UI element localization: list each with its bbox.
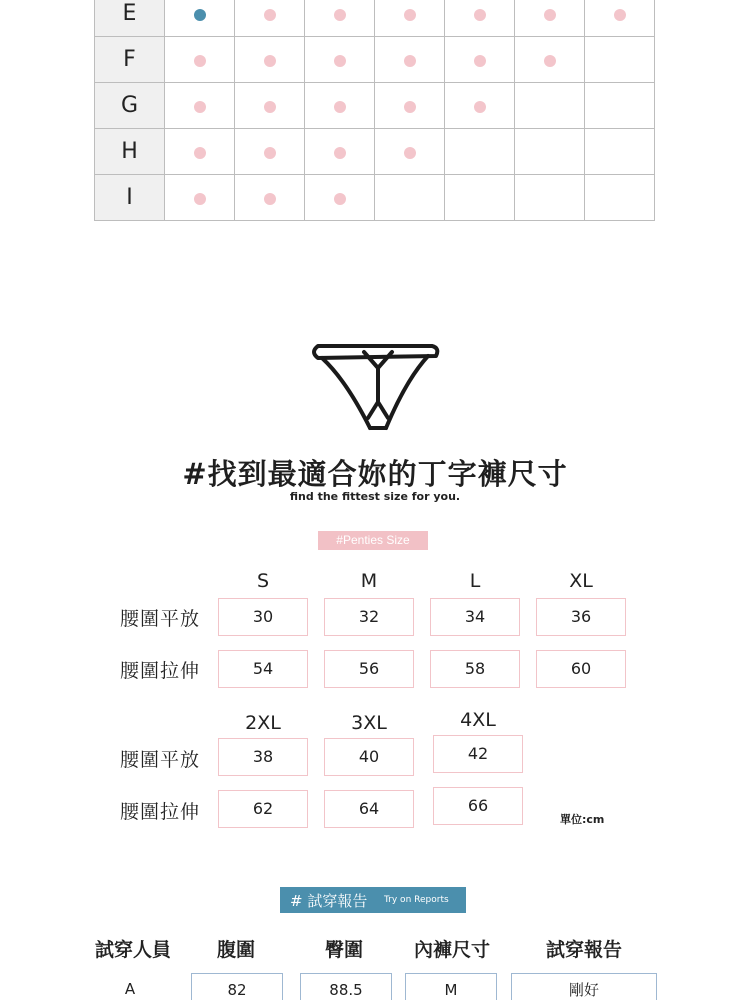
size-value: 36	[536, 598, 626, 636]
grid-cell	[235, 37, 305, 83]
dot-available	[194, 193, 206, 205]
grid-cell	[375, 37, 445, 83]
grid-cell	[165, 83, 235, 129]
size-header: L	[469, 570, 481, 592]
report-tag-main: # 試穿報告	[290, 892, 368, 910]
size-value: 60	[536, 650, 626, 688]
size-value: 38	[218, 738, 308, 776]
dot-available	[194, 101, 206, 113]
grid-cell	[445, 129, 515, 175]
dot-available	[404, 147, 416, 159]
size-value: 40	[324, 738, 414, 776]
grid-row-label: E	[95, 0, 165, 37]
grid-cell	[305, 83, 375, 129]
grid-cell	[585, 83, 655, 129]
grid-cell	[445, 0, 515, 37]
dot-available	[194, 147, 206, 159]
dot-available	[614, 9, 626, 21]
page-subheading: find the fittest size for you.	[289, 490, 461, 503]
dot-available	[404, 9, 416, 21]
grid-cell	[375, 129, 445, 175]
report-header-result: 試穿報告	[545, 939, 622, 961]
grid-row-label: G	[95, 83, 165, 129]
size-value: 34	[430, 598, 520, 636]
size-header: M	[360, 570, 378, 592]
dot-available	[264, 101, 276, 113]
grid-cell	[305, 0, 375, 37]
grid-row	[95, 175, 655, 221]
grid-cell	[515, 0, 585, 37]
size-header: S	[256, 570, 270, 592]
size-tag: #Penties Size	[318, 531, 428, 550]
dot-available	[404, 55, 416, 67]
size-value: 66	[433, 787, 523, 825]
row-label-waist-flat: 腰圍平放	[120, 608, 201, 630]
dot-available	[194, 55, 206, 67]
report-header-tester: 試穿人員	[94, 939, 171, 961]
dot-available	[474, 55, 486, 67]
grid-row-label: I	[95, 175, 165, 221]
size-header: 2XL	[245, 712, 281, 734]
dot-available	[474, 9, 486, 21]
grid-cell	[445, 175, 515, 221]
grid-cell	[515, 83, 585, 129]
dot-selected	[194, 9, 206, 21]
grid-cell	[445, 37, 515, 83]
row-label-waist-stretch: 腰圍拉伸	[120, 801, 201, 823]
grid-row-label: H	[95, 129, 165, 175]
dot-available	[404, 101, 416, 113]
size-value: 58	[430, 650, 520, 688]
dot-available	[264, 147, 276, 159]
report-hip-value: 88.5	[300, 973, 392, 1000]
dot-available	[264, 55, 276, 67]
grid-row	[95, 37, 655, 83]
dot-available	[264, 9, 276, 21]
report-waist-value: 82	[191, 973, 283, 1000]
size-value: 30	[218, 598, 308, 636]
grid-cell	[375, 83, 445, 129]
report-tester-name: A	[124, 980, 136, 998]
size-header: 3XL	[351, 712, 387, 734]
dot-available	[334, 9, 346, 21]
report-header-size: 內褲尺寸	[413, 939, 490, 961]
unit-note: 單位:cm	[560, 813, 605, 826]
grid-cell	[235, 175, 305, 221]
grid-cell	[375, 0, 445, 37]
dot-available	[334, 193, 346, 205]
grid-cell	[515, 175, 585, 221]
size-header: 4XL	[460, 709, 496, 731]
size-value: 64	[324, 790, 414, 828]
report-size-value: M	[405, 973, 497, 1000]
grid-cell	[235, 0, 305, 37]
grid-cell	[165, 37, 235, 83]
grid-row	[95, 0, 655, 37]
report-result-value: 剛好	[511, 973, 657, 1000]
grid-cell	[515, 129, 585, 175]
row-label-waist-stretch: 腰圍拉伸	[120, 660, 201, 682]
dot-available	[264, 193, 276, 205]
page-heading: #找到最適合妳的丁字褲尺寸	[182, 457, 568, 491]
grid-cell	[165, 0, 235, 37]
thong-underwear-icon	[308, 340, 442, 436]
dot-available	[544, 9, 556, 21]
report-header-hip: 臀圍	[324, 939, 363, 961]
grid-cell	[585, 175, 655, 221]
grid-row-label: F	[95, 37, 165, 83]
dot-available	[474, 101, 486, 113]
grid-cell	[165, 129, 235, 175]
grid-cell	[165, 175, 235, 221]
grid-row	[95, 83, 655, 129]
grid-cell	[305, 129, 375, 175]
dot-available	[334, 147, 346, 159]
size-header: XL	[569, 570, 593, 592]
size-value: 56	[324, 650, 414, 688]
grid-cell	[585, 129, 655, 175]
size-value: 42	[433, 735, 523, 773]
grid-cell	[235, 129, 305, 175]
report-tag	[280, 887, 466, 913]
grid-cell	[235, 83, 305, 129]
grid-row	[95, 129, 655, 175]
dot-available	[334, 55, 346, 67]
report-tag-sub: Try on Reports	[384, 895, 449, 905]
size-value: 62	[218, 790, 308, 828]
report-header-waist: 腹圍	[216, 939, 255, 961]
grid-cell	[305, 175, 375, 221]
grid-cell	[305, 37, 375, 83]
size-value: 32	[324, 598, 414, 636]
grid-cell	[585, 37, 655, 83]
grid-cell	[375, 175, 445, 221]
row-label-waist-flat: 腰圍平放	[120, 749, 201, 771]
grid-cell	[445, 83, 515, 129]
size-value: 54	[218, 650, 308, 688]
dot-available	[544, 55, 556, 67]
grid-cell	[515, 37, 585, 83]
grid-cell	[585, 0, 655, 37]
dot-available	[334, 101, 346, 113]
size-grid	[94, 0, 655, 221]
